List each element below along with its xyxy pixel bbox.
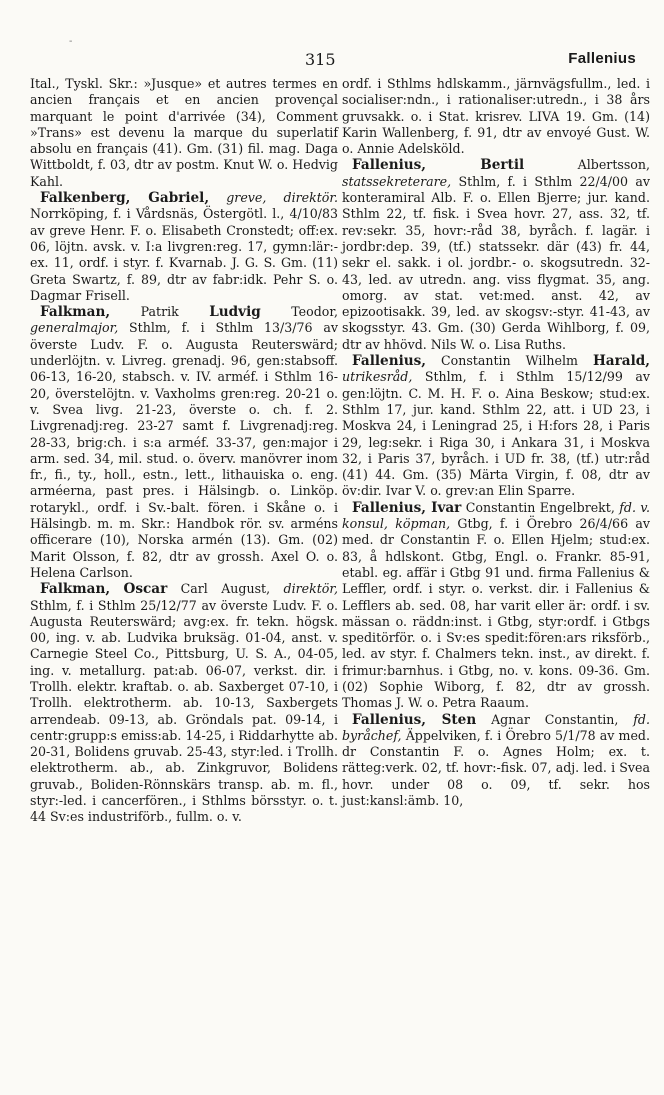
entry-name-part: Ludvig [209, 304, 261, 321]
continuation-text: ordf. i Sthlms hdlskamm., järnvägsfullm., led. i socialiser:ndn., i rationaliser:utredn., i 38 års gruvsakk. o. i Stat. krisrev. LIVA 19. Gm. (14) Karin Wallenberg, f. 91, dtr av envoyé Gust. W. o. Annie Adelsköld. [342, 76, 650, 157]
entry-text: Sthlm, f. i Sthlm 13/3/76 av överste Ludv. F. o. Augusta Reuterswärd; underlöjtn. v. Livreg. grenadj. 96, gen:stabsoff. 06-13, 16-20, stabsch. v. IV. arméf. i Sthlm 16-20, överstelöjtn. v. Vaxholms gren:reg. 20-21 o. v. Svea livg. 21-23, överste o. ch. f. 2. Livgrenadj:reg. 23-27 samt f. Livgrenadj:reg. 28-33, brig:ch. i s:a arméf. 33-37, gen:major i arm. sed. 34, mil. stud. o. överv. manövrer inom fr., fi., ty., holl., estn., lett., lithauiska o. eng. arméerna, past pres. i Hälsingb. o. Linköp. rotarykl., ordf. i Sv.-balt. fören. i Skåne o. i Hälsingb. m. m. Skr.: Handbok rör. sv. arméns officerare (10), Norska armén (13). Gm. (02) Marit Olsson, f. 82, dtr av grossh. Axel O. o. Helena Carlson. [30, 320, 338, 580]
entry-name: Fallenius, Bertil [352, 157, 525, 174]
entry-name: Fallenius, Ivar [352, 499, 462, 516]
entry-given: Albertsson, [577, 157, 650, 173]
entry-falkman-ludvig [30, 304, 338, 581]
entry-fallenius-sten [342, 712, 650, 810]
running-head: Fallenius [568, 50, 636, 67]
entry-title: direktör, [283, 581, 338, 597]
entry-falkenberg [30, 190, 338, 304]
entry-title: generalmajor, [30, 320, 119, 336]
entry-text: Sthlm, f. i Sthlm 15/12/99 av gen:löjtn. C. M. H. F. o. Aina Beskow; stud:ex. Sthlm 17, jur. kand. Sthlm 22, att. i UD 23, i Moskva 24, i Leningrad 25, i H:fors 28, i Paris 29, leg:sekr. i Riga 30, i Ankara 31, i Moskva 32, i Paris 37, byråch. i UD fr. 38, (tf.) utr:råd (41) 44. Gm. (35) Märta Virgin, f. 08, dtr av öv:dir. Ivar V. o. grev:an Elin Sparre. [342, 369, 650, 499]
entry-text: Gtbg, f. i Örebro 26/4/66 av med. dr Constantin F. o. Ellen Hjelm; stud:ex. 83, å hdlskont. Gtbg, Engl. o. Frankr. 85-91, etabl. eg. affär i Gtbg 91 und. firma Fallenius & Leffler, ordf. i styr. o. verkst. dir. i Fallenius & Lefflers ab. sed. 08, har varit eller är: ordf. i sv. mässan o. räddn:inst. i Gtbg, styr:ordf. i Gtbgs speditörför. o. i Sv:es spedit:fören:ars riksförb., led. av styr. f. Chalmers tekn. inst., av direkt. f. frimur:barnhus. i Gtbg, no. v. kons. 09-36. Gm. (02) Sophie Wiborg, f. 82, dtr av grossh. Thomas J. W. o. Petra Raaum. [342, 516, 651, 711]
entry-name: Falkman, [40, 581, 111, 598]
entry-fallenius-bertil [342, 157, 650, 353]
entry-name: Fallenius, [352, 353, 427, 370]
entry-name-part: Harald, [592, 353, 650, 370]
right-column [342, 76, 650, 809]
entry-name: Falkenberg, Gabriel, [40, 190, 210, 207]
entry-given: Constantin Engelbrekt, [465, 499, 615, 515]
entry-name: Falkman, [40, 304, 111, 321]
entry-fallenius-ivar [342, 500, 650, 712]
entry-text: Äppelviken, f. i Örebro 5/1/78 av med. dr Constantin F. o. Agnes Holm; ex. t. rätteg:verk. 02, tf. hovr:-fisk. 07, adj. led. i Svea hovr. under 08 o. 09, tf. sekr. hos just:kansl:ämb. 10, [342, 727, 650, 809]
entry-text: Norrköping, f. i Vårdsnäs, Östergötl. l., 4/10/83 av greve Henr. F. o. Elisabeth Cronstedt; off:ex. 06, löjtn. avsk. v. I:a livgren:reg. 17, gymn:lär:-ex. 11, ordf. i styr. f. Kvarnab. J. G. S. Gm. (11) Greta Swartz, f. 89, dtr av fabr:idk. Pehr S. o. Dagmar Frisell. [30, 206, 338, 303]
entry-title: utrikesråd, [342, 369, 413, 385]
entry-given: Patrik [140, 304, 179, 320]
entry-given: Agnar Constantin, [491, 711, 619, 727]
page-mark: - [69, 36, 73, 47]
entry-fallenius-harald [342, 353, 650, 500]
entry-title: fd. byråchef, [342, 711, 650, 743]
entry-name-part: Oscar [123, 581, 168, 598]
continuation-text: Ital., Tyskl. Skr.: »Jusque» et autres termes en ancien français et en ancien provençal marquant le point d'arrivée (34), Comment »Trans» est devenu la marque du superlatif absolu en français (41). Gm. (31) fil. mag. Daga Wittboldt, f. 03, dtr av postm. Knut W. o. Hedvig Kahl. [30, 76, 338, 189]
entry-given: Carl August, [180, 581, 271, 597]
page-number: 315 [305, 50, 336, 69]
left-column [30, 76, 338, 826]
entry-text: Sthlm, f. i Sthlm 25/12/77 av överste Ludv. F. o. Augusta Reuterswärd; avg:ex. fr. tekn. högsk. 00, ing. v. ab. Ludvika bruksäg. 01-04, anst. v. Carnegie Steel Co., Pittsburg, U. S. A., 04-05, ing. v. metallurg. pat:ab. 06-07, verkst. dir. i Trollh. elektr. kraftab. o. ab. Saxberget 07-10, i Trollh. elektrotherm. ab. 10-13, Saxbergets arrendeab. 09-13, ab. Gröndals pat. 09-14, i centr:grupp:s emiss:ab. 14-25, i Riddarhytte ab. 20-31, Bolidens gruvab. 25-43, styr:led. i Trollh. elektrotherm. ab., ab. Zinkgruvor, Bolidens gruvab., Boliden-Rönnskärs transp. ab. m. fl., styr:-led. i cancerfören., i Sthlms börsstyr. o. t. 44 Sv:es industriförb., fullm. o. v. [30, 597, 338, 825]
entry-given: Teodor, [291, 304, 338, 320]
entry-falkman-oscar [30, 581, 338, 825]
entry-title: statssekreterare, [342, 173, 452, 189]
entry-text: Sthlm, f. i Sthlm 22/4/00 av konteramiral Alb. F. o. Ellen Bjerre; jur. kand. Sthlm 22, tf. fisk. i Svea hovr. 27, ass. 32, tf. rev:sekr. 35, hovr:-råd 38, byråch. f. lagär. i jordbr:dep. 39, (tf.) statssekr. där (43) fr. 44, sekr el. sakk. i ol. jordbr.- o. skogsutredn. 32-43, led. av utredn. ang. viss flygmat. 35, ang. omorg. av stat. vet:med. anst. 42, av epizootisakk. 39, led. av skogsv:-styr. 41-43, av skogsstyr. 43. Gm. (30) Gerda Wihlborg, f. 09, dtr av hhövd. Nils W. o. Lisa Ruths. [342, 173, 650, 352]
entry-title: fd. v. konsul, köpman, [342, 499, 650, 532]
entry-title: greve, direktör. [226, 190, 338, 206]
entry-given: Constantin Wilhelm [441, 353, 578, 369]
entry-name: Fallenius, Sten [352, 711, 477, 728]
